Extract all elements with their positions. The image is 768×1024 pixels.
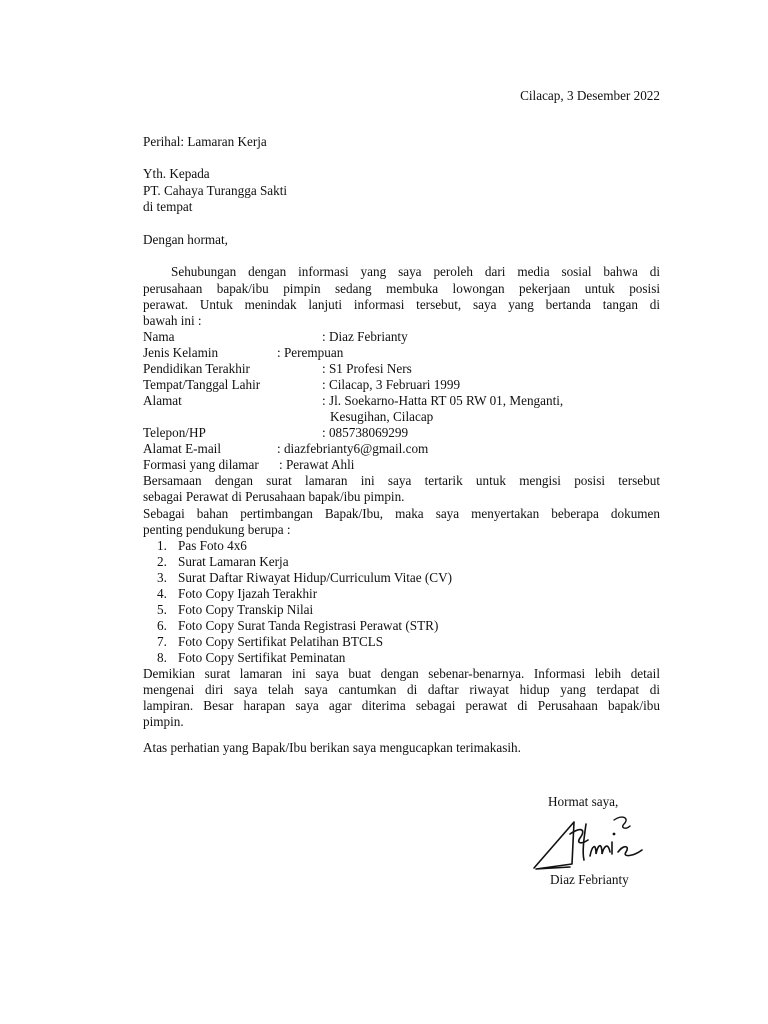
recipient-to: Yth. Kepada: [143, 166, 210, 181]
label-phone: Telepon/HP: [143, 425, 206, 440]
value-formation: : Perawat Ahli: [279, 457, 355, 472]
consideration-line-1: Sebagai bahan pertimbangan Bapak/Ibu, maka saya menyertakan beberapa dokumen: [143, 506, 660, 521]
attachment-item: Surat Daftar Riwayat Hidup/Curriculum Vitae (CV): [178, 570, 453, 585]
thanks-line: Atas perhatian yang Bapak/Ibu berikan saya mengucapkan terimakasih.: [143, 740, 521, 755]
place-date: Cilacap, 3 Desember 2022: [520, 88, 660, 103]
intro-line-1: Sehubungan dengan informasi yang saya peroleh dari media sosial bahwa di: [171, 264, 660, 279]
greeting: Dengan hormat,: [143, 232, 228, 247]
label-address: Alamat: [143, 393, 182, 408]
label-birth: Tempat/Tanggal Lahir: [143, 377, 261, 392]
label-email: Alamat E-mail: [143, 441, 221, 456]
value-name: : Diaz Febrianty: [322, 329, 408, 344]
attachment-item: Foto Copy Ijazah Terakhir: [178, 586, 318, 601]
recipient-location: di tempat: [143, 199, 193, 214]
attachment-item: Pas Foto 4x6: [178, 538, 247, 553]
value-phone: : 085738069299: [322, 425, 409, 440]
closing-line-4: pimpin.: [143, 714, 184, 729]
attachment-number: 4.: [157, 586, 167, 601]
attachment-number: 8.: [157, 650, 167, 665]
together-line-2: sebagai Perawat di Perusahaan bapak/ibu pimpin.: [143, 489, 405, 504]
value-address-2: Kesugihan, Cilacap: [330, 409, 434, 424]
attachment-item: Surat Lamaran Kerja: [178, 554, 289, 569]
attachment-number: 3.: [157, 570, 167, 585]
label-name: Nama: [143, 329, 175, 344]
label-formation: Formasi yang dilamar: [143, 457, 259, 472]
value-birth: : Cilacap, 3 Februari 1999: [322, 377, 461, 392]
attachment-item: Foto Copy Sertifikat Peminatan: [178, 650, 346, 665]
recipient-company: PT. Cahaya Turangga Sakti: [143, 183, 288, 198]
attachment-number: 5.: [157, 602, 167, 617]
label-education: Pendidikan Terakhir: [143, 361, 250, 376]
subject-line: Perihal: Lamaran Kerja: [143, 134, 267, 149]
value-gender: : Perempuan: [277, 345, 344, 360]
value-education: : S1 Profesi Ners: [322, 361, 412, 376]
intro-line-3: perawat. Untuk menindak lanjuti informasi tersebut, saya yang bertanda tangan di: [143, 297, 660, 312]
closing-line-3: lampiran. Besar harapan saya agar diterima sebagai perawat di Perusahaan bapak/ibu: [143, 698, 660, 713]
attachment-item: Foto Copy Surat Tanda Registrasi Perawat (STR): [178, 618, 439, 633]
attachment-item: Foto Copy Transkip Nilai: [178, 602, 314, 617]
attachment-item: Foto Copy Sertifikat Pelatihan BTCLS: [178, 634, 384, 649]
closing-line-2: mengenai diri saya telah saya cantumkan di daftar riwayat hidup yang terdapat di: [143, 682, 660, 697]
together-line-1: Bersamaan dengan surat lamaran ini saya tertarik untuk mengisi posisi tersebut: [143, 473, 660, 488]
value-email: : diazfebrianty6@gmail.com: [277, 441, 429, 456]
attachment-number: 1.: [157, 538, 167, 553]
consideration-line-2: penting pendukung berupa :: [143, 522, 291, 537]
signer-name: Diaz Febrianty: [550, 872, 629, 887]
sign-off: Hormat saya,: [548, 794, 619, 809]
value-address-1: : Jl. Soekarno-Hatta RT 05 RW 01, Menganti,: [322, 393, 564, 408]
attachment-number: 7.: [157, 634, 167, 649]
intro-line-2: perusahaan bapak/ibu pimpin sedang membuka lowongan pekerjaan untuk posisi: [143, 281, 660, 296]
attachment-number: 2.: [157, 554, 167, 569]
intro-line-4: bawah ini :: [143, 313, 202, 328]
closing-line-1: Demikian surat lamaran ini saya buat dengan sebenar-benarnya. Informasi lebih detail: [143, 666, 660, 681]
attachment-number: 6.: [157, 618, 167, 633]
handwritten-signature: [530, 812, 650, 876]
label-gender: Jenis Kelamin: [143, 345, 219, 360]
